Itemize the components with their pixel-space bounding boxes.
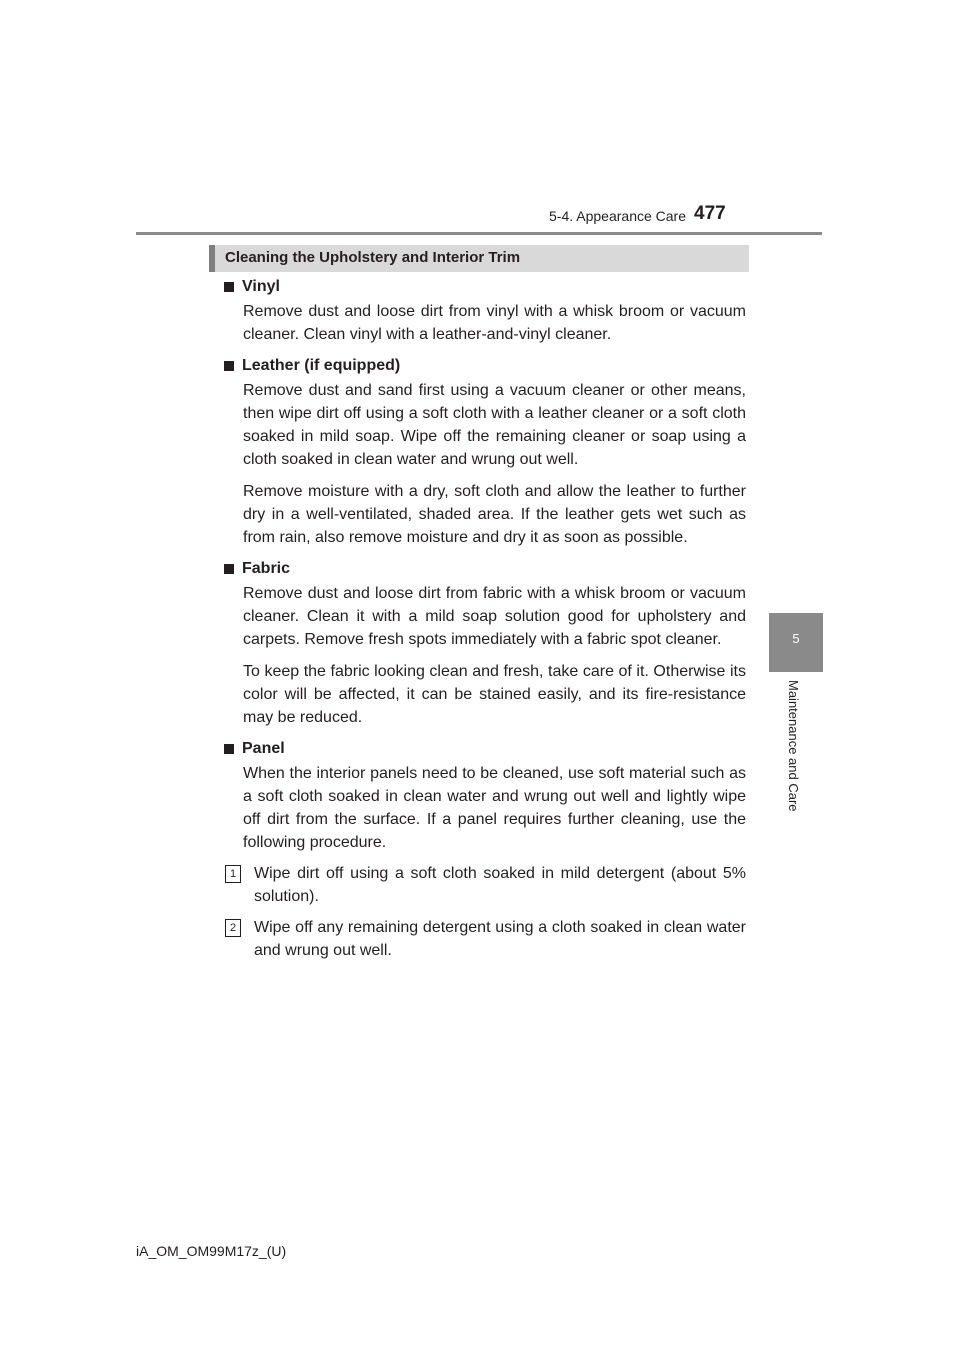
section-title-bar (209, 245, 749, 272)
procedure-step (223, 862, 746, 908)
section-title: Cleaning the Upholstery and Interior Trim (225, 249, 521, 266)
chapter-tab[interactable] (769, 613, 823, 672)
document-code-footer: iA_OM_OM99M17z_(U) (136, 1243, 287, 1259)
square-bullet-icon (224, 361, 234, 371)
paragraph: Remove moisture with a dry, soft cloth and allow the leather to further dry in a well-ventilated, shaded area. If the leather gets wet such as from rain, also remove moisture and dry it as soon as possible. (243, 483, 746, 546)
paragraph: To keep the fabric looking clean and fresh, take care of it. Otherwise its color will be affected, it can be stained easily, and its fire-resistance may be reduced. (243, 663, 746, 726)
page-number: 477 (694, 203, 726, 224)
item-heading-text: Fabric (242, 560, 291, 577)
step-number-badge: 1 (225, 865, 241, 883)
item-heading (223, 275, 746, 298)
item-heading (223, 737, 746, 760)
chapter-tab-label: Maintenance and Care (786, 680, 801, 812)
item-heading-text: Leather (if equipped) (242, 357, 401, 374)
step-text: Wipe off any remaining detergent using a cloth soaked in clean water and wrung out well. (254, 919, 746, 959)
square-bullet-icon (224, 564, 234, 574)
square-bullet-icon (224, 282, 234, 292)
paragraph: When the interior panels need to be cleaned, use soft material such as a soft cloth soaked in clean water and wrung out well and lightly wipe off dirt from the surface. If a panel requires further cleaning, use the following procedure. (243, 765, 746, 851)
paragraph: Remove dust and sand first using a vacuum cleaner or other means, then wipe dirt off using a soft cloth with a leather cleaner or a soft cloth soaked in mild soap. Wipe off the remaining cleaner or soap using a cloth soaked in clean water and wrung out well. (243, 382, 746, 468)
paragraph: Remove dust and loose dirt from vinyl with a whisk broom or vacuum cleaner. Clean vinyl with a leather-and-vinyl cleaner. (243, 303, 746, 343)
step-text: Wipe dirt off using a soft cloth soaked in mild detergent (about 5% solution). (254, 865, 746, 905)
item-heading-text: Panel (242, 740, 285, 757)
header-rule (136, 232, 822, 235)
item-heading (223, 557, 746, 580)
running-section-label: 5-4. Appearance Care (549, 208, 686, 224)
content-body (223, 275, 746, 962)
paragraph: Remove dust and loose dirt from fabric with a whisk broom or vacuum cleaner. Clean it with a mild soap solution good for upholstery and carpets. Remove fresh spots immediately with a fabric spot cleaner. (243, 585, 746, 648)
item-heading-text: Vinyl (242, 278, 280, 295)
item-heading (223, 354, 746, 377)
chapter-tab-number: 5 (792, 631, 800, 646)
square-bullet-icon (224, 744, 234, 754)
procedure-step (223, 916, 746, 962)
step-number-badge: 2 (225, 919, 241, 937)
